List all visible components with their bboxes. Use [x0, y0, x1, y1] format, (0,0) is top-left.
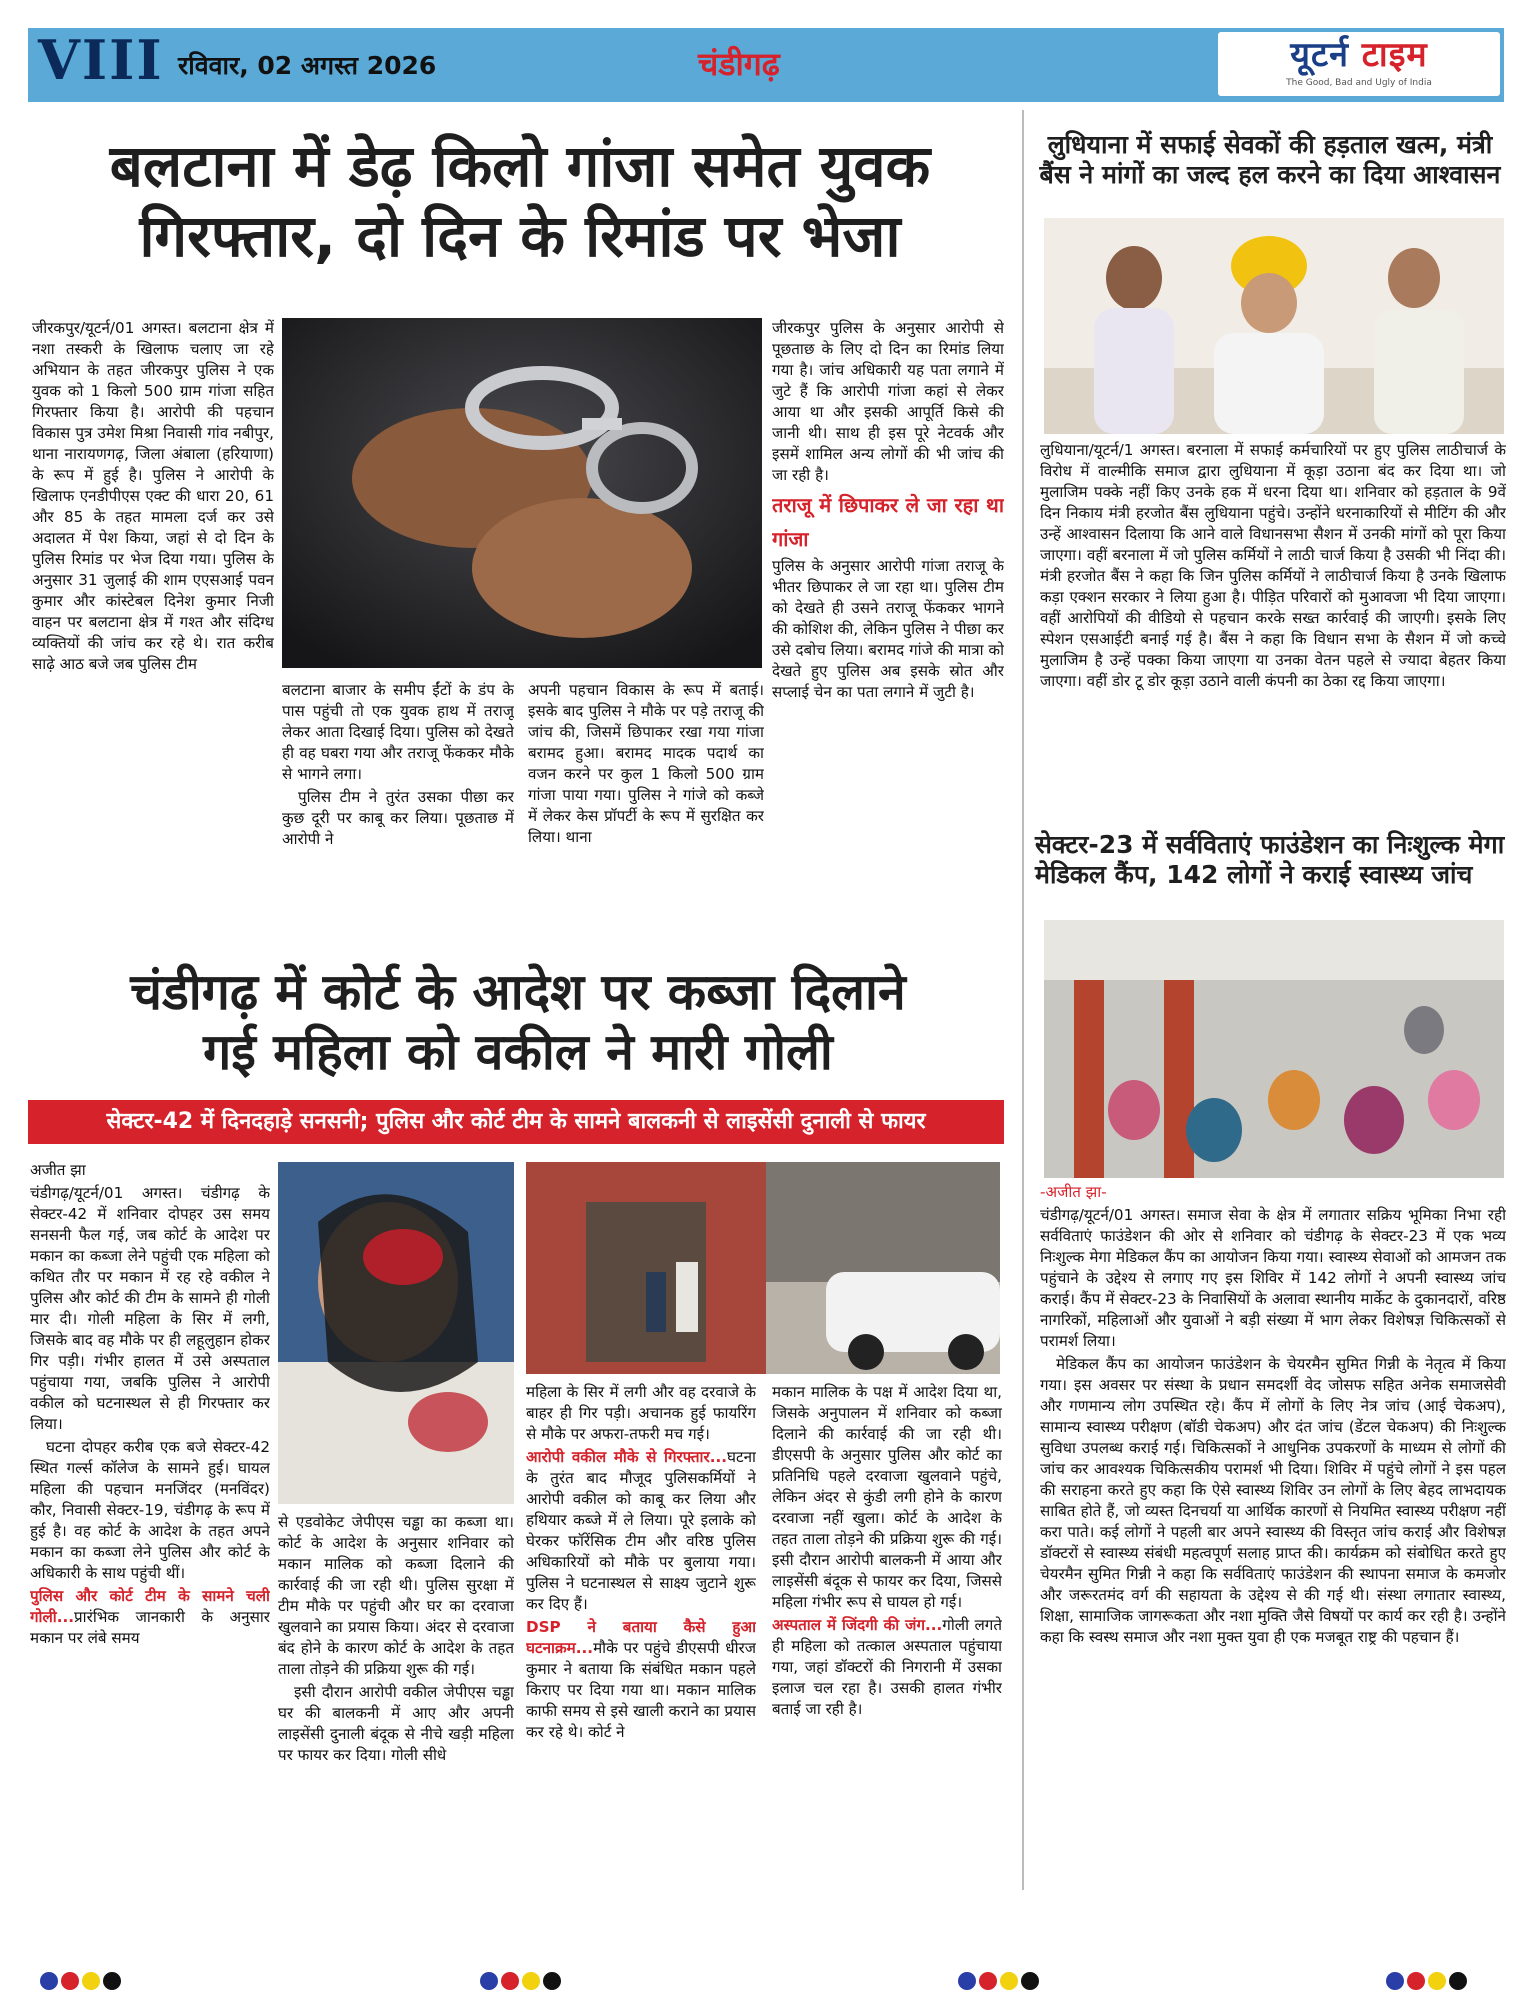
- story2-col3a-text: महिला के सिर में लगी और वह दरवाजे के बाहर ही गिर पड़ी। अचानक हुई फायरिंग से मौके पर अफरा-तफरी मच गई।: [526, 1383, 756, 1443]
- registration-dot: [501, 1972, 519, 1990]
- registration-dot: [1428, 1972, 1446, 1990]
- registration-dot: [1386, 1972, 1404, 1990]
- story2-col3c-text: मौके पर पहुंचे डीएसपी धीरज कुमार ने बताया कि संबंधित मकान पहले किराए पर दिया गया था। मकान मालिक काफी समय से इसे खाली कराने का प्रयास कर रहे थे। कोर्ट ने: [526, 1639, 756, 1741]
- story2-col2b-text: इसी दौरान आरोपी वकील जेपीएस चड्ढा घर की बालकनी में आए और अपनी लाइसेंसी दुनाली बंदूक से नीचे खड़ी महिला पर फायर कर दिया। गोली सीधे: [278, 1683, 514, 1764]
- right-story2-text: चंडीगढ़/यूटर्न/01 अगस्त। समाज सेवा के क्षेत्र में लगातार सक्रिय भूमिका निभा रही सर्वविताएं फाउंडेशन की ओर से शनिवार को चंडीगढ़ के सेक्टर-23 में एक भव्य निःशुल्क मेगा मेडिकल कैंप का आयोजन किया गया। स्वास्थ्य सेवाओं को आमजन तक पहुंचाने के उद्देश्य से लगाए गए इस शिविर में 142 लोगों ने अपनी स्वास्थ्य जांच कराई। कैंप में सेक्टर-23 के निवासियों के अलावा स्थानीय मार्केट के दुकानदारों, वरिष्ठ नागरिकों, महिलाओं और युवाओं ने बड़ी संख्या में भाग लेकर विशेषज्ञ चिकित्सकों से परामर्श लिया।: [1040, 1206, 1506, 1350]
- registration-dots-2: [480, 1972, 561, 1990]
- column-divider: [1022, 110, 1024, 1890]
- registration-dot: [1449, 1972, 1467, 1990]
- story1-col4a-text: जीरकपुर पुलिस के अनुसार आरोपी से पूछताछ के लिए दो दिन का रिमांड लिया गया है। जांच अधिकारी यह पता लगाने में जुटे हैं कि आरोपी गांजा कहां से लेकर आया था और इसकी आपूर्ति किसे की जानी थी। साथ ही इस पूरे नेटवर्क और इसमें शामिल अन्य लोगों की भी जांच की जा रही है।: [772, 319, 1004, 484]
- medical-camp-photo: [1044, 920, 1504, 1178]
- story1-column-3: [528, 680, 764, 960]
- registration-dot: [103, 1972, 121, 1990]
- story1-headline-line1: बलटाना में डेढ़ किलो गांजा समेत युवक: [109, 132, 931, 200]
- logo-text-b: टाइम: [1361, 35, 1428, 75]
- story1-headline: [40, 132, 1000, 271]
- story2-col3-subhead-1: आरोपी वकील मौके से गिरफ्तार...: [526, 1448, 727, 1466]
- story1-column-4: [772, 318, 1004, 958]
- issue-date: रविवार, 02 अगस्त 2026: [178, 51, 437, 80]
- section-city: चंडीगढ़: [698, 45, 780, 83]
- story2-col3-subhead-2: DSP ने बताया कैसे हुआ घटनाक्रम...: [526, 1618, 756, 1657]
- registration-dots-3: [958, 1972, 1039, 1990]
- registration-dot: [979, 1972, 997, 1990]
- logo-text-a: यूटर्न: [1290, 35, 1349, 75]
- minister-meeting-photo: [1044, 218, 1504, 434]
- registration-dot: [522, 1972, 540, 1990]
- registration-dot: [543, 1972, 561, 1990]
- registration-dot: [480, 1972, 498, 1990]
- registration-dot: [1407, 1972, 1425, 1990]
- story2-col4b-text: गोली लगते ही महिला को तत्काल अस्पताल पहुंचाया गया, जहां डॉक्टरों की निगरानी में उसका इलाज चल रहा है। उसकी हालत गंभीर बताई जा रही है।: [772, 1616, 1002, 1718]
- right-story1-text: लुधियाना/यूटर्न/1 अगस्त। बरनाला में सफाई कर्मचारियों पर हुए पुलिस लाठीचार्ज के विरोध में वाल्मीकि समाज द्वारा लुधियाना में कूड़ा उठाना बंद कर दिया था। जो मुलाजिम पक्के नहीं किए उनके हक में धरना दिया था। शनिवार को हड़ताल के 9वें दिन निकाय मंत्री हरजोत बैंस लुधियाना पहुंचे। उन्होंने धरनाकारियों से मीटिंग की और उन्हें आश्वासन दिलाया कि आने वाले विधानसभा सैशन में उनकी मांगों को पूरा किया जाएगा। वहीं बरनाला में जो पुलिस कर्मियों ने लाठी चार्ज किया है उसकी भी निंदा की। मंत्री हरजोत बैंस ने कहा कि जिन पुलिस कर्मियों ने लाठीचार्ज किया है उनके खिलाफ कड़ा एक्शन सरकार ने लिया हुआ है। पीड़ित परिवारों को मुआवजा भी दिया जाएगा। वहीं आरोपियों की वीडियो से पहचान करके सख्त कार्रवाई की जाएगी। इसके लिए स्पेशन एसआईटी बनाई गई है। बैंस ने कहा कि विधान सभा के सैशन में जो कच्चे मुलाजिम है उन्हें पक्का किया जाएगा या उनका वेतन पहले से ज्यादा बेहतर किया जाएगा। वहीं डोर टू डोर कूड़ा उठाने वाली कंपनी का ठेका रद्द किया जाएगा।: [1040, 441, 1506, 690]
- newspaper-logo: [1218, 32, 1500, 96]
- story1-col4b-text: पुलिस के अनुसार आरोपी गांजा तराजू के भीतर छिपाकर ले जा रहा था। पुलिस टीम को देखते ही उसने तराजू फेंककर भागने की कोशिश की, लेकिन पुलिस ने पीछा कर उसे दबोच लिया। बरामद गांजे की मात्रा को देखते हुए पुलिस अब इसके स्रोत और सप्लाई चेन का पता लगाने में जुटी है।: [772, 557, 1004, 701]
- story2-col1b-text: घटना दोपहर करीब एक बजे सेक्टर-42 स्थित गर्ल्स कॉलेज के सामने हुई। घायल महिला की पहचान मनजिंदर (मनविंदर) कौर, निवासी सेक्टर-19, चंडीगढ़ के रूप में हुई है। वह कोर्ट के आदेश के तहत अपने मकान का कब्जा लेने पुलिस और कोर्ट के अधिकारी के साथ पहुंची थीं।: [30, 1438, 270, 1582]
- story2-byline: अजीत झा: [30, 1161, 86, 1179]
- page-number: VIII: [38, 28, 164, 92]
- story2-col1c-text: प्रारंभिक जानकारी के अनुसार मकान पर लंबे समय: [30, 1608, 270, 1647]
- story2-col2-text: से एडवोकेट जेपीएस चड्ढा का कब्जा था। कोर्ट के आदेश के अनुसार शनिवार को मकान मालिक को कब्जा दिलाने की कार्रवाई की जा रही थी। पुलिस सुरक्षा में टीम मौके पर पहुंची और घर का दरवाजा खुलवाने का प्रयास किया। अंदर से दरवाजा बंद होने के कारण कोर्ट के आदेश के तहत ताला तोड़ने की प्रक्रिया शुरू की गई।: [278, 1513, 514, 1678]
- registration-dot: [61, 1972, 79, 1990]
- right-story2-byline: -अजीत झा-: [1040, 1183, 1107, 1201]
- right-story2-text-2: मेडिकल कैंप का आयोजन फाउंडेशन के चेयरमैन सुमित गिन्नी के नेतृत्व में किया गया। इस अवसर पर संस्था के प्रधान समदर्शी वेद जोसफ सहित अनेक समाजसेवी और गणमान्य लोग उपस्थित रहे। कैंप में लोगों के लिए नेत्र जांच (आई चेकअप), सामान्य स्वास्थ्य परीक्षण (बॉडी चेकअप) और दंत जांच (डेंटल चेकअप) की निःशुल्क सुविधा उपलब्ध कराई गई। चिकित्सकों ने आधुनिक उपकरणों के माध्यम से लोगों की जांच कर आवश्यक चिकित्सकीय परामर्श भी दिया। शिविर में पहुंचे लोगों ने इस पहल की सराहना करते हुए कहा कि ऐसे स्वास्थ्य शिविर उन लोगों के लिए बेहद लाभदायक साबित होते हैं, जो व्यस्त दिनचर्या या आर्थिक कारणों से नियमित स्वास्थ्य परीक्षण नहीं करा पाते। कई लोगों ने पहली बार अपने स्वास्थ्य की विस्तृत जांच कराई और विशेषज्ञ डॉक्टरों से स्वास्थ्य संबंधी महत्वपूर्ण सलाह प्राप्त की। कार्यक्रम को संबोधित करते हुए चेयरमैन सुमित गिन्नी ने कहा कि सर्वविताएं फाउंडेशन की स्थापना समाज के कमजोर और जरूरतमंद वर्ग की सहायता के उद्देश्य से की गई थी। संस्था लगातार स्वास्थ्य, शिक्षा, सामाजिक जागरूकता और नशा मुक्ति जैसे विषयों पर कार्य कर रही है। उन्होंने कहा कि स्वस्थ समाज और नशा मुक्त युवा ही एक मजबूत राष्ट्र की पहचान हैं।: [1040, 1355, 1506, 1646]
- story1-column-2: [282, 680, 514, 960]
- registration-dots-4: [1386, 1972, 1467, 1990]
- story2-col1-subhead: पुलिस और कोर्ट टीम के सामने चली गोली...: [30, 1587, 270, 1626]
- print-registration-marks: [0, 1972, 1536, 1992]
- story2-headline-line2: गई महिला को वकील ने मारी गोली: [203, 1023, 833, 1081]
- registration-dot: [40, 1972, 58, 1990]
- registration-dot: [82, 1972, 100, 1990]
- registration-dot: [1021, 1972, 1039, 1990]
- registration-dots-1: [40, 1972, 121, 1990]
- story2-headline-line1: चंडीगढ़ में कोर्ट के आदेश पर कब्जा दिलाने: [130, 963, 906, 1021]
- story2-column-2: [278, 1512, 514, 1892]
- story1-col1-text: जीरकपुर/यूटर्न/01 अगस्त। बलटाना क्षेत्र में नशा तस्करी के खिलाफ चलाए जा रहे अभियान के तहत जीरकपुर पुलिस ने एक युवक को 1 किलो 500 ग्राम गांजा सहित गिरफ्तार किया है। आरोपी की पहचान विकास पुत्र उमेश मिश्रा निवासी गांव नबीपुर, थाना नारायणगढ़, जिला अंबाला (हरियाणा) के रूप में हुई है। पुलिस ने आरोपी के खिलाफ एनडीपीएस एक्ट की धारा 20, 61 और 85 के तहत मामला दर्ज कर उसे अदालत में पेश किया, जहां से दो दिन के पुलिस रिमांड पर भेज दिया गया। पुलिस के अनुसार 31 जुलाई की शाम एएसआई पवन कुमार और कांस्टेबल दिनेश कुमार निजी वाहन पर बलटाना क्षेत्र में गश्त और संदिग्ध व्यक्तियों की जांच कर रहे थे। रात करीब साढ़े आठ बजे जब पुलिस टीम: [32, 319, 274, 673]
- story1-col2-text: बलटाना बाजार के समीप ईंटों के डंप के पास पहुंची तो एक युवक हाथ में तराजू लेकर आता दिखाई दिया। पुलिस को देखते ही वह घबरा गया और तराजू फेंककर मौके से भागने लगा।: [282, 681, 514, 783]
- registration-dot: [958, 1972, 976, 1990]
- handcuffs-photo: [282, 318, 762, 668]
- story1-col2b-text: पुलिस टीम ने तुरंत उसका पीछा कर कुछ दूरी पर काबू कर लिया। पूछताछ में आरोपी ने: [282, 788, 514, 848]
- story1-headline-line2: गिरफ्तार, दो दिन के रिमांड पर भेजा: [139, 201, 901, 270]
- story2-col4-subhead: अस्पताल में जिंदगी की जंग...: [772, 1616, 943, 1634]
- story2-column-4: [772, 1382, 1002, 1892]
- story2-column-3: [526, 1382, 756, 1892]
- injured-woman-photo: [278, 1162, 514, 1504]
- story2-col3b-text: घटना के तुरंत बाद मौजूद पुलिसकर्मियों ने आरोपी वकील को काबू कर लिया और हथियार कब्जे में ले लिया। पूरे इलाके को घेरकर फॉरेंसिक टीम और वरिष्ठ पुलिस अधिकारियों को मौके पर बुलाया गया। पुलिस ने घटनास्थल से साक्ष्य जुटाने शुरू कर दिए हैं।: [526, 1448, 756, 1613]
- story2-headline: [28, 962, 1008, 1082]
- story1-subheading: तराजू में छिपाकर ले जा रहा था गांजा: [772, 493, 1004, 551]
- right-story2-body: [1040, 1182, 1506, 1892]
- story2-col1-text: चंडीगढ़/यूटर्न/01 अगस्त। चंडीगढ़ के सेक्टर-42 में शनिवार दोपहर उस समय सनसनी फैल गई, जब कोर्ट के आदेश पर मकान का कब्जा लेने पहुंची एक महिला को कथित तौर पर मकान में रह रहे वकील ने पुलिस और कोर्ट की टीम के सामने ही गोली मार दी। गोली महिला के सिर में लगी, जिसके बाद वह मौके पर ही लहूलुहान होकर गिर पड़ी। गंभीर हालत में उसे अस्पताल पहुंचाया गया, जबकि पुलिस ने आरोपी वकील को घटनास्थल से ही गिरफ्तार कर लिया।: [30, 1184, 270, 1433]
- right-story2-headline: सेक्टर-23 में सर्वविताएं फाउंडेशन का निःशुल्क मेगा मेडिकल कैंप, 142 लोगों ने कराई स्वास्थ्य जांच: [1035, 830, 1505, 889]
- story2-column-1: [30, 1160, 270, 1890]
- story2-strap: सेक्टर-42 में दिनदहाड़े सनसनी; पुलिस और कोर्ट टीम के सामने बालकनी से लाइसेंसी दुनाली से फायर: [28, 1100, 1004, 1144]
- logo-tagline: The Good, Bad and Ugly of India: [1286, 78, 1432, 88]
- story2-col4a-text: मकान मालिक के पक्ष में आदेश दिया था, जिसके अनुपालन में शनिवार को कब्जा दिलाने की कार्रवाई की जा रही थी। डीएसपी के अनुसार पुलिस और कोर्ट का प्रतिनिधि पहले दरवाजा खुलवाने पहुंचे, लेकिन अंदर से कुंडी लगी होने के कारण दरवाजा नहीं खुला। कोर्ट के आदेश के तहत ताला तोड़ने की प्रक्रिया शुरू की गई। इसी दौरान आरोपी बालकनी में आया और लाइसेंसी बंदूक से फायर कर दिया, जिससे महिला गंभीर रूप से घायल हो गई।: [772, 1383, 1002, 1611]
- right-story1-headline: लुधियाना में सफाई सेवकों की हड़ताल खत्म, मंत्री बैंस ने मांगों का जल्द हल करने का दिया आश्वासन: [1039, 130, 1501, 189]
- registration-dot: [1000, 1972, 1018, 1990]
- story1-col3-text: अपनी पहचान विकास के रूप में बताई। इसके बाद पुलिस ने मौके पर पड़े तराजू की जांच की, जिसमें छिपाकर रखा गया गांजा बरामद हुआ। बरामद मादक पदार्थ का वजन करने पर कुल 1 किलो 500 ग्राम गांजा पाया गया। पुलिस ने गांजे को कब्जे में लेकर केस प्रॉपर्टी के रूप में सुरक्षित कर लिया। थाना: [528, 681, 764, 846]
- story1-column-1: [32, 318, 274, 958]
- crime-scene-photo: [526, 1162, 1000, 1374]
- right-story1-body: [1040, 440, 1506, 816]
